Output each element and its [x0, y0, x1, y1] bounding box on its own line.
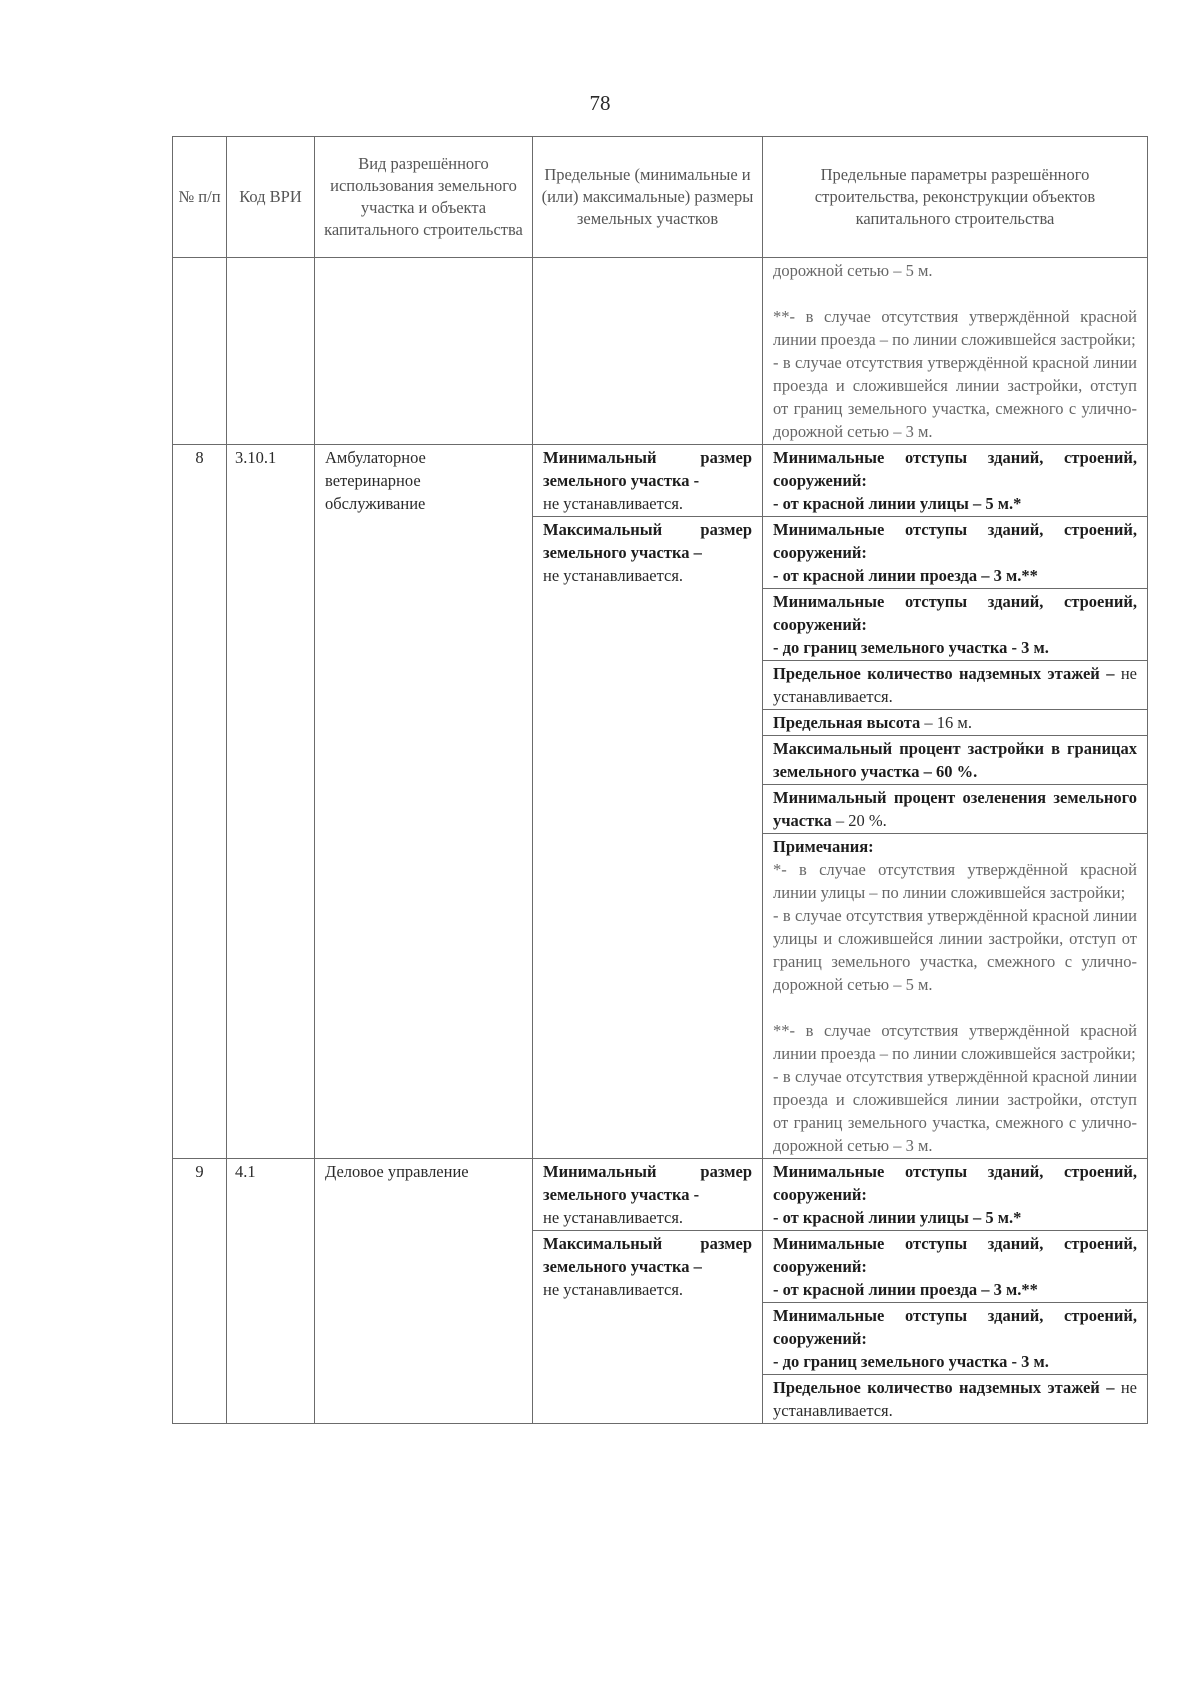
param-value: - от красной линии улицы – 5 м.*: [773, 1208, 1022, 1227]
param-title: Минимальные отступы зданий, строений, сооружений:: [773, 448, 1137, 490]
param-block: [763, 785, 1147, 834]
note-line: **- в случае отсутствия утверждённой красной линии проезда – по линии сложившейся застройки;: [773, 307, 1137, 349]
param-block: [763, 736, 1147, 785]
header-use: Вид разрешённого использования земельного участка и объекта капитального строительства: [315, 137, 533, 258]
continuation-row: [173, 258, 1148, 445]
param-title: Минимальные отступы зданий, строений, сооружений:: [773, 1306, 1137, 1348]
max-size-title: Максимальный размер земельного участка –: [543, 1234, 752, 1276]
param-value: – 16 м.: [920, 713, 972, 732]
cell-num: [173, 258, 227, 445]
page-number: 78: [589, 91, 611, 115]
param-value: - от красной линии проезда – 3 м.**: [773, 1280, 1038, 1299]
row-code: 3.10.1: [227, 445, 315, 1159]
param-title: Максимальный процент застройки в границах земельного участка – 60 %.: [773, 739, 1137, 781]
min-size-cell: [533, 445, 763, 517]
row-number: 9: [173, 1159, 227, 1424]
param-block: [763, 1231, 1147, 1303]
param-title: Предельное количество надземных этажей –: [773, 1378, 1115, 1397]
cell-size: [533, 258, 763, 445]
param-value: не устанавливается.: [773, 664, 1137, 706]
param-block: [763, 1159, 1147, 1230]
param-block: [763, 710, 1147, 736]
row-number: 8: [173, 445, 227, 1159]
max-size-value: не устанавливается.: [543, 1280, 684, 1299]
row-use: Амбулаторное ветеринарное обслуживание: [315, 445, 533, 1159]
param-title: Минимальный процент озеленения земельного участка: [773, 788, 1137, 830]
regulations-table: [172, 136, 1148, 1424]
param-title: Минимальные отступы зданий, строений, сооружений:: [773, 1162, 1137, 1204]
param-block: [763, 1375, 1147, 1423]
min-size-title: Минимальный размер земельного участка -: [543, 1162, 752, 1204]
row-code: 4.1: [227, 1159, 315, 1424]
param-title: Предельная высота: [773, 713, 921, 732]
cell-params: [763, 258, 1148, 445]
table-header-row: [173, 137, 1148, 258]
param-block: [763, 517, 1147, 589]
min-size-value: не устанавливается.: [543, 1208, 684, 1227]
min-size-value: не устанавливается.: [543, 494, 684, 513]
table-row: [173, 1159, 1148, 1231]
param-value: - от красной линии проезда – 3 м.**: [773, 566, 1038, 585]
param-block: [763, 589, 1147, 661]
header-params: Предельные параметры разрешённого строительства, реконструкции объектов капитального строительства: [763, 137, 1148, 258]
cell-code: [227, 258, 315, 445]
param-title: Минимальные отступы зданий, строений, сооружений:: [773, 592, 1137, 634]
param-title: Минимальные отступы зданий, строений, сооружений:: [773, 1234, 1137, 1276]
param-value: - до границ земельного участка - 3 м.: [773, 638, 1049, 657]
max-size-value: не устанавливается.: [543, 566, 684, 585]
header-num: № п/п: [173, 137, 227, 258]
param-value: - от красной линии улицы – 5 м.*: [773, 494, 1022, 513]
params-cell: [763, 445, 1148, 517]
note-line: - в случае отсутствия утверждённой красной линии улицы и сложившейся линии застройки, отступ от границ земельного участка, смежного с улично-дорожной сетью – 5 м.: [773, 906, 1137, 994]
max-size-cell: [533, 1231, 763, 1424]
param-block: [763, 445, 1147, 516]
note-line: *- в случае отсутствия утверждённой красной линии улицы – по линии сложившейся застройки;: [773, 860, 1137, 902]
note-line: - в случае отсутствия утверждённой красной линии проезда и сложившейся линии застройки, отступ от границ земельного участка, смежного с улично-дорожной сетью – 3 м.: [773, 1067, 1137, 1155]
note-line: - в случае отсутствия утверждённой красной линии проезда и сложившейся линии застройки, отступ от границ земельного участка, смежного с улично-дорожной сетью – 3 м.: [773, 353, 1137, 441]
cell-use: [315, 258, 533, 445]
min-size-title: Минимальный размер земельного участка -: [543, 448, 752, 490]
header-size: Предельные (минимальные и (или) максимальные) размеры земельных участков: [533, 137, 763, 258]
param-value: не устанавливается.: [773, 1378, 1137, 1420]
note-line: **- в случае отсутствия утверждённой красной линии проезда – по линии сложившейся застройки;: [773, 1021, 1137, 1063]
param-block: [763, 661, 1147, 710]
params-cell: [763, 1159, 1148, 1231]
param-title: Предельное количество надземных этажей –: [773, 664, 1115, 683]
max-size-cell: [533, 517, 763, 1159]
param-title: Минимальные отступы зданий, строений, сооружений:: [773, 520, 1137, 562]
continuation-line: дорожной сетью – 5 м.: [773, 261, 933, 280]
table-row: [173, 445, 1148, 517]
row-use: Деловое управление: [315, 1159, 533, 1424]
continuation-notes: [763, 258, 1147, 444]
param-value: - до границ земельного участка - 3 м.: [773, 1352, 1049, 1371]
notes-title: Примечания:: [773, 837, 874, 856]
min-size-cell: [533, 1159, 763, 1231]
params-cell: [763, 1231, 1148, 1424]
params-cell: [763, 517, 1148, 1159]
param-value: – 20 %.: [831, 811, 887, 830]
param-block: [763, 1303, 1147, 1375]
header-code: Код ВРИ: [227, 137, 315, 258]
max-size-title: Максимальный размер земельного участка –: [543, 520, 752, 562]
notes-block: [763, 834, 1147, 1158]
